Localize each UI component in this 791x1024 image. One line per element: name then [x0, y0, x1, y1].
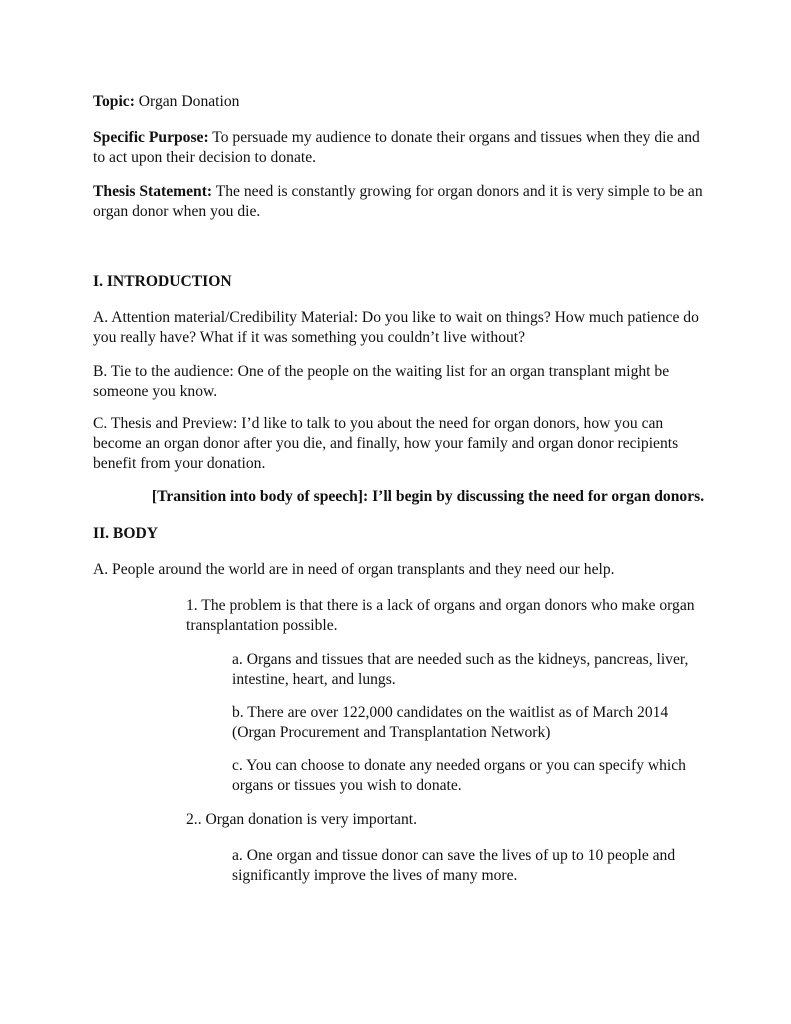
purpose-text: To persuade my audience to donate their organs and tissues when they die and to act upon their decision to donate.	[93, 129, 700, 166]
intro-item-b: B. Tie to the audience: One of the people on the waiting list for an organ transplant might be someone you know.	[93, 363, 670, 400]
purpose-label: Specific Purpose:	[93, 129, 209, 146]
thesis-text: The need is constantly growing for organ donors and it is very simple to be an organ donor when you die.	[93, 183, 703, 220]
topic-line	[93, 92, 703, 112]
intro-item-c: C. Thesis and Preview: I’d like to talk to you about the need for organ donors, how you can become an organ donor after you die, and finally, how your family and organ donor recipients benefit from your donation.	[93, 415, 679, 472]
introduction-heading: I. INTRODUCTION	[93, 273, 232, 290]
body-point-1: 1. The problem is that there is a lack of organs and organ donors who make organ transplantation possible.	[186, 597, 695, 634]
thesis-label: Thesis Statement:	[93, 183, 213, 200]
body-point-2: 2.. Organ donation is very important.	[186, 811, 417, 828]
transition-line: [Transition into body of speech]: I’ll begin by discussing the need for organ donors.	[151, 488, 705, 505]
specific-purpose	[93, 128, 703, 168]
body-subpoint-1b: b. There are over 122,000 candidates on the waitlist as of March 2014 (Organ Procurement and Transplantation Network)	[232, 704, 669, 741]
body-subpoint-1c: c. You can choose to donate any needed organs or you can specify which organs or tissues you wish to donate.	[232, 757, 686, 794]
body-subpoint-1a: a. Organs and tissues that are needed such as the kidneys, pancreas, liver, intestine, heart, and lungs.	[232, 651, 689, 688]
body-heading: II. BODY	[93, 525, 158, 542]
topic-label: Topic:	[93, 93, 135, 110]
body-item-a: A. People around the world are in need of organ transplants and they need our help.	[93, 561, 615, 578]
thesis-statement	[93, 182, 703, 222]
body-subpoint-2a: a. One organ and tissue donor can save the lives of up to 10 people and significantly improve the lives of many more.	[232, 847, 676, 884]
intro-item-a: A. Attention material/Credibility Material: Do you like to wait on things? How much patience do you really have? What if it was something you couldn’t live without?	[93, 309, 699, 346]
topic-text: Organ Donation	[138, 93, 240, 110]
